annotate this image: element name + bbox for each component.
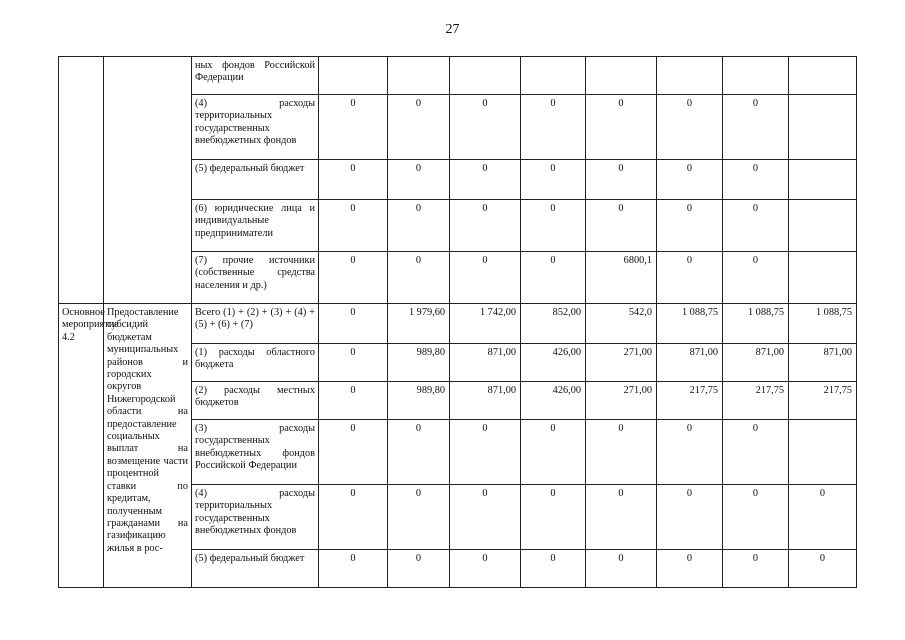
value-cell: 0 — [521, 420, 586, 485]
value-cell: 0 — [450, 420, 521, 485]
value-cell: 852,00 — [521, 304, 586, 344]
value-cell: 426,00 — [521, 344, 586, 382]
value-cell: 542,0 — [586, 304, 657, 344]
source-cell: (6) юридические лица и индивидуальные предприниматели — [192, 200, 319, 252]
value-cell — [388, 57, 450, 95]
value-cell: 0 — [521, 95, 586, 160]
value-cell: 0 — [388, 550, 450, 588]
value-cell — [789, 57, 857, 95]
measure-name: Предоставление субсидий бюджетам муниципальных районов и городских округов Нижегородской области на предоставление социальных выплат на возмещение части процентной ставки по кредитам, полученным гражданами на газификацию жилья в рос- — [104, 304, 192, 588]
value-cell: 0 — [450, 550, 521, 588]
value-cell — [319, 57, 388, 95]
value-cell: 0 — [723, 485, 789, 550]
value-cell: 0 — [521, 550, 586, 588]
value-cell: 217,75 — [789, 382, 857, 420]
value-cell: 0 — [657, 485, 723, 550]
value-cell: 0 — [521, 200, 586, 252]
value-cell: 0 — [723, 252, 789, 304]
value-cell: 0 — [450, 485, 521, 550]
value-cell: 0 — [450, 95, 521, 160]
source-cell: (4) расходы территориальных государственных внебюджетных фондов — [192, 485, 319, 550]
value-cell: 989,80 — [388, 344, 450, 382]
value-cell: 0 — [657, 420, 723, 485]
value-cell: 271,00 — [586, 344, 657, 382]
value-cell: 0 — [723, 550, 789, 588]
table-row — [59, 304, 857, 344]
source-cell: (3) расходы государственных внебюджетных фондов Российской Федерации — [192, 420, 319, 485]
source-cell: (7) прочие источники (собственные средства населения и др.) — [192, 252, 319, 304]
value-cell — [789, 420, 857, 485]
value-cell — [789, 200, 857, 252]
value-cell: 271,00 — [586, 382, 657, 420]
value-cell: 0 — [388, 252, 450, 304]
value-cell: 989,80 — [388, 382, 450, 420]
value-cell: 0 — [657, 252, 723, 304]
value-cell: 0 — [319, 485, 388, 550]
value-cell: 0 — [388, 160, 450, 200]
page-number: 27 — [445, 22, 460, 37]
value-cell: 0 — [319, 252, 388, 304]
value-cell: 0 — [586, 420, 657, 485]
value-cell: 0 — [657, 200, 723, 252]
value-cell: 0 — [657, 160, 723, 200]
value-cell: 871,00 — [450, 344, 521, 382]
value-cell: 0 — [319, 200, 388, 252]
value-cell: 871,00 — [789, 344, 857, 382]
value-cell: 0 — [388, 485, 450, 550]
value-cell: 0 — [586, 200, 657, 252]
value-cell: 0 — [657, 550, 723, 588]
value-cell: 1 088,75 — [657, 304, 723, 344]
source-cell: (5) федеральный бюджет — [192, 550, 319, 588]
value-cell: 871,00 — [723, 344, 789, 382]
value-cell: 217,75 — [723, 382, 789, 420]
budget-table — [58, 56, 857, 588]
value-cell — [450, 57, 521, 95]
source-cell: ных фондов Российской Федерации — [192, 57, 319, 95]
value-cell: 0 — [586, 95, 657, 160]
value-cell: 1 979,60 — [388, 304, 450, 344]
value-cell: 0 — [723, 200, 789, 252]
value-cell: 0 — [789, 485, 857, 550]
value-cell — [723, 57, 789, 95]
value-cell: 1 742,00 — [450, 304, 521, 344]
value-cell: 0 — [319, 160, 388, 200]
value-cell: 0 — [586, 160, 657, 200]
value-cell: 0 — [450, 200, 521, 252]
source-cell: (2) расходы местных бюджетов — [192, 382, 319, 420]
name-cell-continued — [104, 57, 192, 304]
value-cell: 6800,1 — [586, 252, 657, 304]
source-cell: (5) федеральный бюджет — [192, 160, 319, 200]
value-cell: 0 — [319, 382, 388, 420]
value-cell: 0 — [521, 485, 586, 550]
source-cell: (1) расходы областного бюджета — [192, 344, 319, 382]
value-cell: 217,75 — [657, 382, 723, 420]
value-cell: 0 — [723, 160, 789, 200]
source-cell: Всего (1) + (2) + (3) + (4) + (5) + (6) + (7) — [192, 304, 319, 344]
table-row — [59, 57, 857, 95]
value-cell: 871,00 — [657, 344, 723, 382]
value-cell: 1 088,75 — [723, 304, 789, 344]
value-cell: 0 — [521, 252, 586, 304]
value-cell: 0 — [388, 420, 450, 485]
value-cell: 0 — [388, 200, 450, 252]
value-cell: 0 — [723, 95, 789, 160]
value-cell — [789, 95, 857, 160]
value-cell: 0 — [450, 160, 521, 200]
value-cell: 871,00 — [450, 382, 521, 420]
value-cell: 1 088,75 — [789, 304, 857, 344]
value-cell: 0 — [586, 550, 657, 588]
measure-code: Основное мероприятие 4.2 — [59, 304, 104, 588]
value-cell — [521, 57, 586, 95]
value-cell: 0 — [723, 420, 789, 485]
value-cell: 0 — [319, 304, 388, 344]
value-cell — [586, 57, 657, 95]
value-cell: 0 — [319, 344, 388, 382]
value-cell: 0 — [586, 485, 657, 550]
source-cell: (4) расходы территориальных государственных внебюджетных фондов — [192, 95, 319, 160]
code-cell-continued — [59, 57, 104, 304]
value-cell: 0 — [521, 160, 586, 200]
value-cell: 0 — [319, 550, 388, 588]
value-cell — [657, 57, 723, 95]
value-cell: 0 — [789, 550, 857, 588]
value-cell: 426,00 — [521, 382, 586, 420]
value-cell: 0 — [450, 252, 521, 304]
value-cell: 0 — [319, 420, 388, 485]
value-cell — [789, 160, 857, 200]
value-cell: 0 — [388, 95, 450, 160]
value-cell: 0 — [319, 95, 388, 160]
value-cell: 0 — [657, 95, 723, 160]
value-cell — [789, 252, 857, 304]
